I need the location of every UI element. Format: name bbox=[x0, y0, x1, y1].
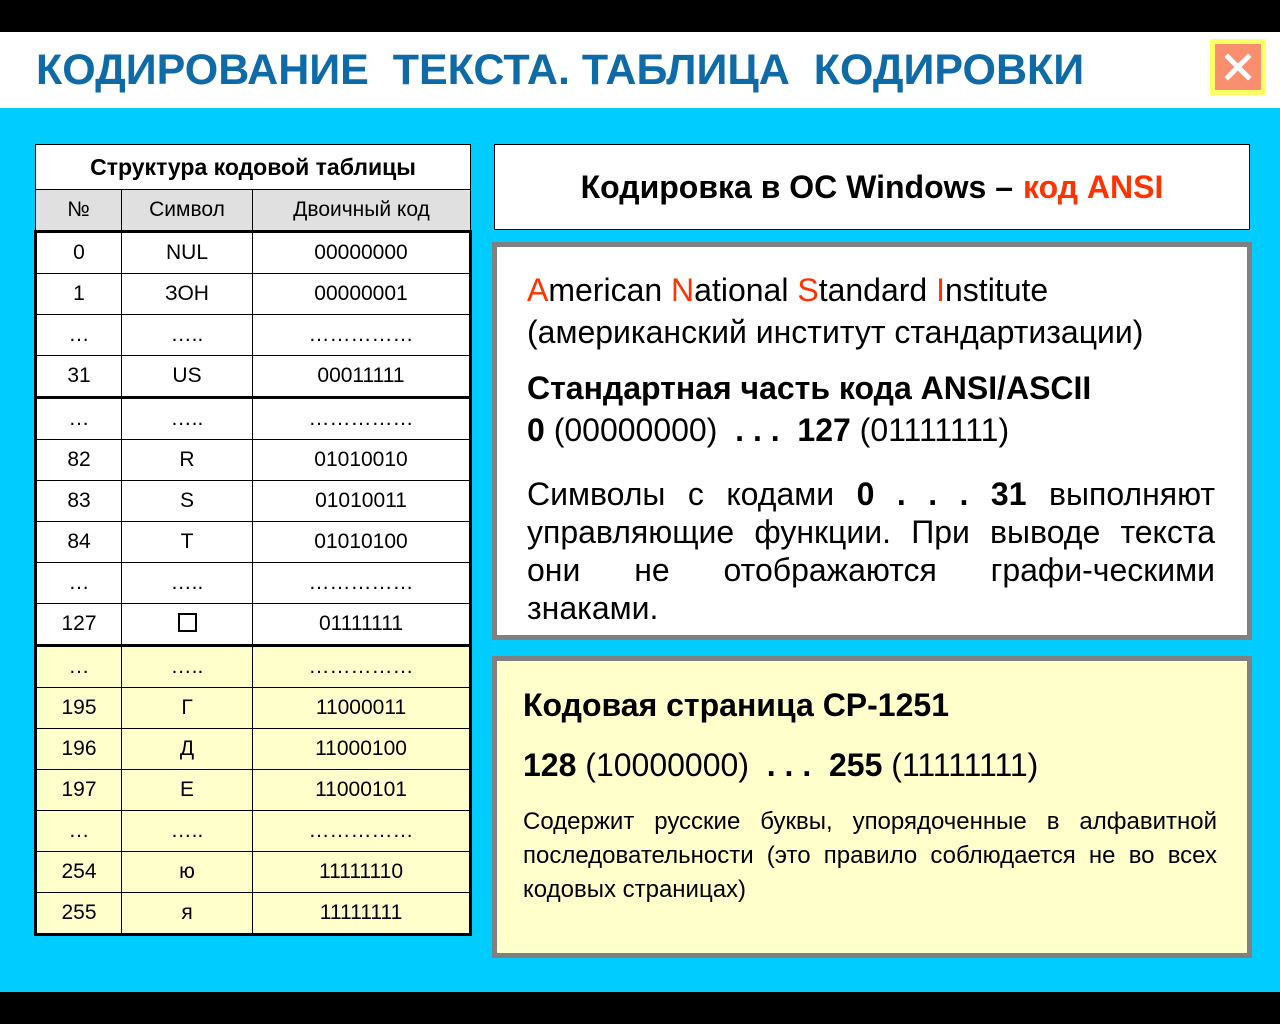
ansi-word-4: Institute bbox=[936, 272, 1049, 308]
ansi-translation: (американский институт стандартизации) bbox=[527, 314, 1144, 350]
cell-code: 11000011 bbox=[253, 688, 471, 729]
cell-code: 01010100 bbox=[253, 522, 471, 563]
cell-code: 11000100 bbox=[253, 729, 471, 770]
header-code: Двоичный код bbox=[253, 190, 471, 232]
table-row bbox=[36, 274, 471, 315]
table-row bbox=[36, 481, 471, 522]
cp1251-range: 128 (10000000) . . . 255 (11111111) bbox=[523, 747, 1039, 783]
table-row bbox=[36, 893, 471, 935]
cell-num: 197 bbox=[36, 770, 122, 811]
cell-symbol: ЗОН bbox=[122, 274, 253, 315]
table-row bbox=[36, 440, 471, 481]
cell-symbol: Е bbox=[122, 770, 253, 811]
table-caption: Структура кодовой таблицы bbox=[36, 145, 471, 190]
ansi-header-highlight: код ANSI bbox=[1023, 168, 1164, 205]
ansi-full-name bbox=[527, 269, 1143, 353]
slide bbox=[0, 32, 1280, 992]
cell-symbol: S bbox=[122, 481, 253, 522]
table-row bbox=[36, 563, 471, 604]
cell-symbol: ….. bbox=[122, 398, 253, 440]
cell-num: … bbox=[36, 563, 122, 604]
cell-num: 31 bbox=[36, 356, 122, 398]
cell-code: 01010011 bbox=[253, 481, 471, 522]
cell-num: 83 bbox=[36, 481, 122, 522]
title-bar bbox=[0, 32, 1280, 108]
cell-symbol bbox=[122, 604, 253, 646]
cell-code: 01111111 bbox=[253, 604, 471, 646]
cell-num: 82 bbox=[36, 440, 122, 481]
ansi-word-3: Standard bbox=[797, 272, 928, 308]
cell-symbol: ….. bbox=[122, 811, 253, 852]
cell-code: …………… bbox=[253, 315, 471, 356]
close-button[interactable] bbox=[1210, 39, 1266, 95]
cell-code: …………… bbox=[253, 811, 471, 852]
ansi-panel bbox=[492, 242, 1252, 640]
cell-num: 0 bbox=[36, 232, 122, 274]
cell-symbol: NUL bbox=[122, 232, 253, 274]
page-title: КОДИРОВАНИЕ ТЕКСТА. ТАБЛИЦА КОДИРОВКИ bbox=[36, 46, 1085, 94]
cell-symbol: ….. bbox=[122, 646, 253, 688]
cell-symbol: R bbox=[122, 440, 253, 481]
cell-symbol: T bbox=[122, 522, 253, 563]
cp1251-panel bbox=[492, 656, 1252, 958]
table-row bbox=[36, 770, 471, 811]
cell-code: …………… bbox=[253, 398, 471, 440]
table-row bbox=[36, 522, 471, 563]
code-table bbox=[34, 144, 472, 936]
table-row bbox=[36, 232, 471, 274]
empty-square-icon bbox=[178, 613, 197, 632]
cell-code: 11111110 bbox=[253, 852, 471, 893]
table-row bbox=[36, 852, 471, 893]
table-row bbox=[36, 398, 471, 440]
table-row bbox=[36, 688, 471, 729]
cell-num: 254 bbox=[36, 852, 122, 893]
cell-num: 255 bbox=[36, 893, 122, 935]
ansi-word-1: American bbox=[527, 272, 663, 308]
table-row bbox=[36, 356, 471, 398]
cell-symbol: Г bbox=[122, 688, 253, 729]
cell-code: 11111111 bbox=[253, 893, 471, 935]
cell-symbol: я bbox=[122, 893, 253, 935]
cell-num: … bbox=[36, 646, 122, 688]
cell-symbol: Д bbox=[122, 729, 253, 770]
ansi-word-2: National bbox=[671, 272, 789, 308]
standard-part: Стандартная часть кода ANSI/ASCII 0 (00000000) . . . 127 (01111111) bbox=[527, 370, 1092, 448]
table-row bbox=[36, 729, 471, 770]
cell-symbol: ю bbox=[122, 852, 253, 893]
header-symbol: Символ bbox=[122, 190, 253, 232]
cell-code: 00000000 bbox=[253, 232, 471, 274]
cell-code: 01010010 bbox=[253, 440, 471, 481]
cell-num: 195 bbox=[36, 688, 122, 729]
table-row bbox=[36, 604, 471, 646]
cell-num: … bbox=[36, 811, 122, 852]
table-row bbox=[36, 811, 471, 852]
standard-part-title: Стандартная часть кода ANSI/ASCII bbox=[527, 370, 1092, 406]
cell-num: 196 bbox=[36, 729, 122, 770]
table-row bbox=[36, 646, 471, 688]
cell-code: …………… bbox=[253, 646, 471, 688]
cell-num: 84 bbox=[36, 522, 122, 563]
cell-num: 127 bbox=[36, 604, 122, 646]
cell-code: …………… bbox=[253, 563, 471, 604]
table-body bbox=[36, 232, 471, 935]
cell-symbol: ….. bbox=[122, 563, 253, 604]
cell-num: … bbox=[36, 398, 122, 440]
cell-symbol: US bbox=[122, 356, 253, 398]
cell-num: 1 bbox=[36, 274, 122, 315]
cell-code: 00000001 bbox=[253, 274, 471, 315]
cell-code: 00011111 bbox=[253, 356, 471, 398]
ansi-header bbox=[494, 144, 1250, 230]
header-num: № bbox=[36, 190, 122, 232]
cp1251-title: Кодовая страница CP-1251 bbox=[523, 687, 949, 723]
control-chars-note: Символы с кодами 0 . . . 31 выполняют управляющие функции. При выводе текста они не отображаются графи-ческими знаками. bbox=[527, 476, 1216, 626]
cell-code: 11000101 bbox=[253, 770, 471, 811]
cell-num: … bbox=[36, 315, 122, 356]
ansi-header-prefix: Кодировка в ОС Windows – bbox=[580, 168, 1013, 205]
close-icon[interactable] bbox=[1215, 44, 1261, 90]
cell-symbol: ….. bbox=[122, 315, 253, 356]
table-row bbox=[36, 315, 471, 356]
cp1251-note: Содержит русские буквы, упорядоченные в алфавитной последовательности (это правило соблюдается не во всех кодовых страницах) bbox=[523, 808, 1217, 903]
